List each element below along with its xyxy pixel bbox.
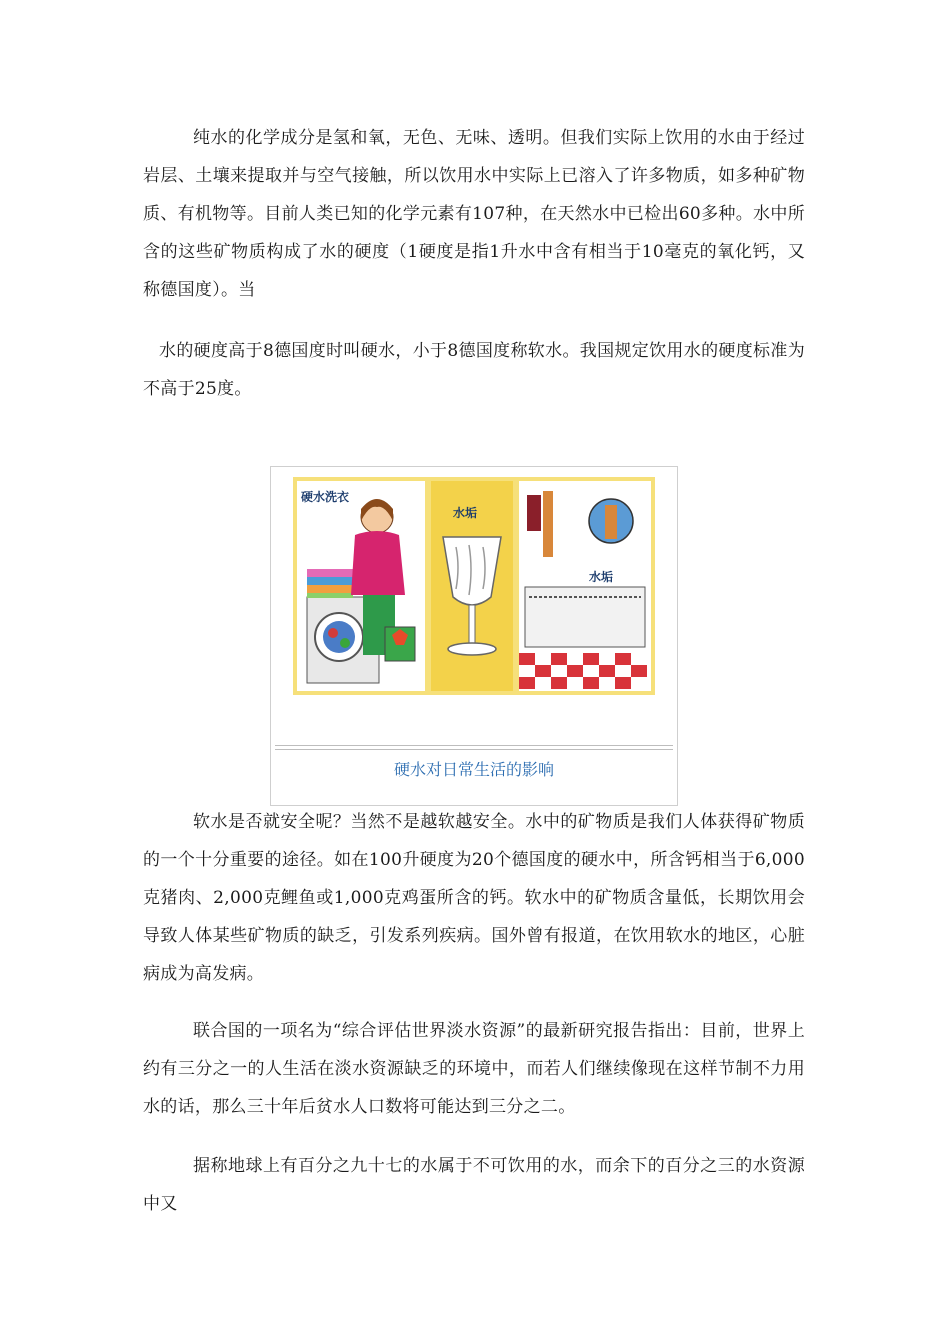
paragraph-water-composition: 纯水的化学成分是氢和氧，无色、无味、透明。但我们实际上饮用的水由于经过岩层、土壤来提取并与空气接触，所以饮用水中实际上已溶入了许多物质，如多种矿物质、有机物等。目前人类已知的化学元素有107种，在天然水中已检出60多种。水中所含的这些矿物质构成了水的硬度（1硬度是指1升水中含有相当于10毫克的氧化钙，又称德国度）。当	[143, 128, 805, 300]
paragraph-earth-water: 据称地球上有百分之九十七的水属于不可饮用的水，而余下的百分之三的水资源中又	[143, 1156, 805, 1214]
label-laundry: 硬水洗衣	[301, 490, 350, 504]
label-scale-glass: 水垢	[453, 506, 478, 520]
figure-divider	[275, 749, 673, 750]
figure-divider	[275, 745, 673, 746]
paragraph-soft-water-safety: 软水是否就安全呢？当然不是越软越安全。水中的矿物质是我们人体获得矿物质的一个十分重要的途径。如在100升硬度为20个德国度的硬水中，所含钙相当于6,000克猪肉、2,000克鲤鱼或1,000克鸡蛋所含的钙。软水中的矿物质含量低，长期饮用会导致人体某些矿物质的缺乏，引发系列疾病。国外曾有报道，在饮用软水的地区，心脏病成为高发病。	[143, 812, 805, 984]
hard-water-illustration	[293, 477, 655, 695]
figure-hard-water	[270, 466, 678, 806]
label-scale-tub: 水垢	[589, 570, 614, 584]
paragraph-hard-soft-water: 水的硬度高于8德国度时叫硬水，小于8德国度称软水。我国规定饮用水的硬度标准为不高于25度。	[143, 341, 805, 399]
paragraph-un-report: 联合国的一项名为“综合评估世界淡水资源”的最新研究报告指出：目前，世界上约有三分之一的人生活在淡水资源缺乏的环境中，而若人们继续像现在这样节制不力用水的话，那么三十年后贫水人口数将可能达到三分之二。	[143, 1021, 805, 1117]
figure-caption: 硬水对日常生活的影响	[393, 760, 554, 779]
tile-floor	[519, 653, 651, 691]
